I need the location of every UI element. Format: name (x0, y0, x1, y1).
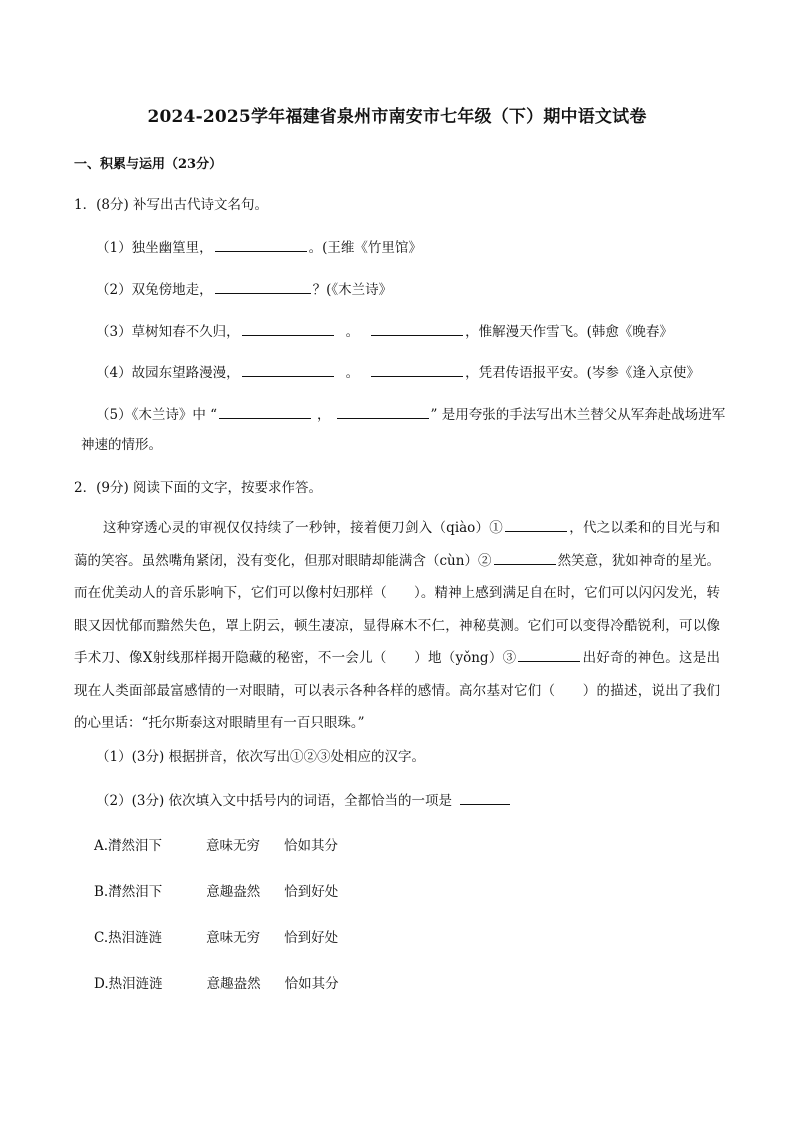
option-letter: A. (94, 838, 109, 854)
answer-blank[interactable] (518, 647, 580, 662)
q1-item-2 (96, 279, 392, 299)
option-letter: B. (94, 884, 109, 900)
q1-item-5-desc: ” 是用夸张的手法写出木兰替父从军奔赴战场进军 (430, 407, 726, 423)
option-d[interactable] (94, 972, 339, 992)
q2-sub-1: （1）(3分) 根据拼音，依次写出①②③处相应的汉字。 (96, 749, 426, 765)
section-heading: 一、积累与运用（23分） (74, 157, 223, 172)
option-word-3: 恰到好处 (284, 930, 339, 946)
passage-part-4: 出好奇的神色。这是出现在人类面部最富感情的一对眼睛，可以表示各种各样的感情。高尔基对它们（ ）的描述，说出了我们的心里话：“托尔斯泰这对眼睛里有一百只眼珠。” (74, 650, 721, 731)
q1-item-4 (96, 362, 700, 382)
option-word-3: 恰如其分 (284, 976, 339, 992)
q2-sub-2-text: （2）(3分) 依次填入文中括号内的词语，全都恰当的一项是 (96, 793, 453, 809)
option-word-2: 意味无穷 (206, 838, 261, 854)
option-letter: C. (94, 930, 109, 946)
q2-sub-2 (96, 790, 512, 810)
option-a[interactable] (94, 834, 338, 854)
q1-item-3-text: （3）草树知春不久归， (96, 324, 240, 340)
q1-item-1-source: 。(王维《竹里馆》 (308, 240, 422, 256)
answer-blank[interactable] (242, 321, 334, 336)
q1-item-4-mid: 。 (345, 365, 360, 381)
answer-blank[interactable] (219, 404, 311, 419)
answer-blank[interactable] (242, 362, 334, 377)
q1-item-4-source: ，凭君传语报平安。(岑参《逢入京使》 (465, 365, 700, 381)
q1-item-4-text: （4）故园东望路漫漫， (96, 365, 240, 381)
answer-blank[interactable] (371, 362, 463, 377)
option-word-1: 潸然泪下 (108, 838, 163, 854)
q1-item-3-source: ，惟解漫天作雪飞。(韩愈《晚春》 (465, 324, 673, 340)
option-word-1: 热泪涟涟 (108, 976, 163, 992)
option-word-2: 意趣盎然 (206, 976, 261, 992)
option-word-3: 恰到好处 (284, 884, 339, 900)
passage-part-2: ，代之以柔和的目光与和蔼的笑容。虽然嘴角紧闭，没有变化，但那对眼睛却能满含（cùn）② (74, 520, 720, 569)
q1-item-5-text: （5）《木兰诗》中 “ (96, 407, 218, 423)
q1-item-5-mid: ， (317, 407, 331, 423)
question-1-stem: 1．(8分) 补写出古代诗文名句。 (74, 197, 269, 213)
answer-blank[interactable] (494, 550, 556, 565)
passage-part-3: 然笑意，犹如神奇的星光。而在优美动人的音乐影响下，它们可以像村妇那样（ ）。精神上感到满足自在时，它们可以闪闪发光，转眼又因忧郁而黯然失色，罩上阴云，顿生凄凉，显得麻木不仁，神秘莫测。它们可以变得冷酷锐利，可以像手术刀、像X射线那样揭开隐藏的秘密，不一会儿（ ）地（yǒng）③ (74, 552, 721, 666)
option-word-1: 热泪涟涟 (108, 930, 163, 946)
option-word-1: 潸然泪下 (108, 884, 163, 900)
answer-blank[interactable] (371, 321, 463, 336)
passage-part-1: 这种穿透心灵的审视仅仅持续了一秒钟，接着便刀剑入（qiào）① (103, 520, 503, 536)
q1-item-3 (96, 321, 673, 341)
q1-item-3-mid: 。 (345, 324, 360, 340)
option-word-2: 意味无穷 (206, 930, 261, 946)
answer-blank[interactable] (215, 237, 307, 252)
option-c[interactable] (94, 926, 338, 946)
q1-item-2-source: ？(《木兰诗》 (312, 282, 393, 298)
q1-item-1-text: （1）独坐幽篁里， (96, 240, 213, 256)
answer-blank[interactable] (337, 404, 429, 419)
q1-item-5-continued: 神速的情形。 (81, 437, 162, 453)
answer-blank[interactable] (460, 790, 510, 805)
question-2-stem: 2．(9分) 阅读下面的文字，按要求作答。 (74, 480, 323, 496)
answer-blank[interactable] (505, 517, 567, 532)
reading-passage (74, 512, 720, 740)
option-word-3: 恰如其分 (284, 838, 339, 854)
option-word-2: 意趣盎然 (206, 884, 261, 900)
page-title: 2024-2025学年福建省泉州市南安市七年级（下）期中语文试卷 (147, 107, 647, 127)
q1-item-5 (96, 404, 725, 424)
q1-item-1 (96, 237, 422, 257)
option-letter: D. (94, 976, 109, 992)
answer-blank[interactable] (215, 279, 311, 294)
option-b[interactable] (94, 880, 338, 900)
q1-item-2-text: （2）双兔傍地走， (96, 282, 213, 298)
